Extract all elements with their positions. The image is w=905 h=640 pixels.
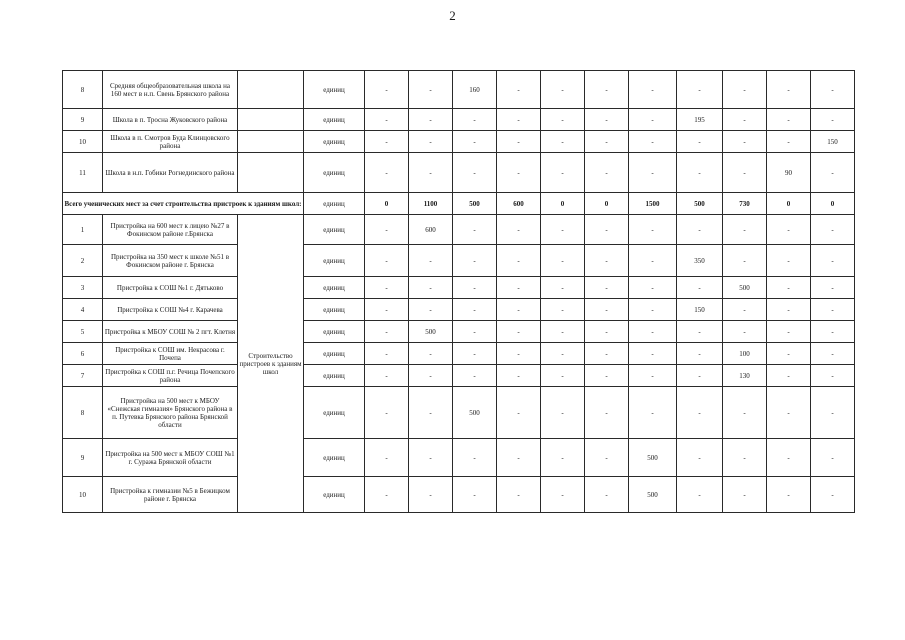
year-value: -	[409, 71, 453, 109]
year-value: -	[541, 215, 585, 245]
year-value: -	[811, 343, 855, 365]
year-value: -	[585, 71, 629, 109]
subtotal-unit: единиц	[304, 193, 365, 215]
year-value: -	[365, 71, 409, 109]
year-value: -	[585, 343, 629, 365]
year-value: -	[453, 321, 497, 343]
subtotal-value: 500	[453, 193, 497, 215]
row-number: 10	[63, 477, 103, 513]
year-value: -	[497, 387, 541, 439]
row-number: 2	[63, 245, 103, 277]
year-value: -	[629, 109, 677, 131]
year-value: -	[409, 477, 453, 513]
year-value: -	[453, 215, 497, 245]
row-number: 5	[63, 321, 103, 343]
year-value: -	[497, 131, 541, 153]
year-value: -	[677, 365, 723, 387]
row-unit: единиц	[304, 245, 365, 277]
row-unit: единиц	[304, 343, 365, 365]
year-value: 160	[453, 71, 497, 109]
row-name: Школа в п. Смотров Буда Клинцовского района	[103, 131, 238, 153]
year-value: 500	[629, 477, 677, 513]
year-value: -	[767, 277, 811, 299]
year-value: -	[811, 245, 855, 277]
year-value: -	[541, 477, 585, 513]
year-value: -	[767, 299, 811, 321]
year-value: -	[585, 477, 629, 513]
row-unit: единиц	[304, 439, 365, 477]
year-value: -	[541, 131, 585, 153]
row-unit: единиц	[304, 387, 365, 439]
year-value: -	[723, 109, 767, 131]
row-name: Пристройка к СОШ №1 г. Дятьково	[103, 277, 238, 299]
row-unit: единиц	[304, 153, 365, 193]
year-value: 195	[677, 109, 723, 131]
year-value: -	[811, 439, 855, 477]
year-value: -	[723, 245, 767, 277]
year-value: 130	[723, 365, 767, 387]
year-value: -	[811, 277, 855, 299]
year-value: -	[723, 477, 767, 513]
year-value: -	[585, 153, 629, 193]
year-value: -	[677, 215, 723, 245]
year-value: -	[541, 439, 585, 477]
row-unit: единиц	[304, 477, 365, 513]
year-value: -	[767, 343, 811, 365]
year-value: -	[629, 131, 677, 153]
year-value: -	[767, 439, 811, 477]
year-value: -	[811, 109, 855, 131]
table-row	[63, 477, 855, 513]
year-value: -	[541, 277, 585, 299]
year-value: -	[497, 439, 541, 477]
year-value: -	[453, 477, 497, 513]
year-value: 600	[409, 215, 453, 245]
year-value: 100	[723, 343, 767, 365]
row-unit: единиц	[304, 109, 365, 131]
year-value: -	[811, 387, 855, 439]
year-value: -	[811, 71, 855, 109]
year-value: -	[541, 153, 585, 193]
year-value: -	[629, 71, 677, 109]
year-value: -	[409, 343, 453, 365]
row-category: Строительство пристроев к зданиям школ	[238, 215, 304, 513]
year-value: -	[677, 277, 723, 299]
year-value: -	[497, 277, 541, 299]
year-value: -	[497, 343, 541, 365]
table-row	[63, 109, 855, 131]
year-value: -	[541, 343, 585, 365]
year-value: -	[811, 321, 855, 343]
year-value: -	[723, 71, 767, 109]
year-value: -	[811, 153, 855, 193]
year-value: -	[723, 321, 767, 343]
subtotal-value: 500	[677, 193, 723, 215]
year-value: -	[767, 321, 811, 343]
row-name: Пристройка к МБОУ СОШ № 2 пгт. Клетня	[103, 321, 238, 343]
year-value: -	[541, 245, 585, 277]
year-value: -	[629, 387, 677, 439]
subtotal-value: 0	[767, 193, 811, 215]
row-number: 3	[63, 277, 103, 299]
subtotal-value: 0	[365, 193, 409, 215]
row-name: Средняя общеобразовательная школа на 160 мест в н.п. Свень Брянского района	[103, 71, 238, 109]
row-name: Пристройка на 500 мест к МБОУ СОШ №1 г. Суража Брянской области	[103, 439, 238, 477]
year-value: -	[365, 215, 409, 245]
year-value: -	[453, 109, 497, 131]
year-value: -	[629, 215, 677, 245]
row-name: Пристройка к СОШ им. Некрасова г. Почепа	[103, 343, 238, 365]
year-value: -	[629, 365, 677, 387]
table-row	[63, 131, 855, 153]
row-number: 7	[63, 365, 103, 387]
subtotal-value: 0	[811, 193, 855, 215]
table-row	[63, 387, 855, 439]
year-value: -	[811, 215, 855, 245]
year-value: -	[497, 299, 541, 321]
year-value: -	[585, 365, 629, 387]
year-value: -	[585, 439, 629, 477]
year-value: -	[811, 477, 855, 513]
row-name: Пристройка на 600 мест к лицею №27 в Фокинском районе г.Брянска	[103, 215, 238, 245]
year-value: 500	[409, 321, 453, 343]
year-value: -	[497, 153, 541, 193]
year-value: -	[767, 245, 811, 277]
year-value: -	[365, 439, 409, 477]
year-value: -	[541, 387, 585, 439]
year-value: -	[497, 477, 541, 513]
row-unit: единиц	[304, 71, 365, 109]
row-number: 4	[63, 299, 103, 321]
year-value: -	[585, 299, 629, 321]
table-row	[63, 277, 855, 299]
subtotal-value: 600	[497, 193, 541, 215]
year-value: -	[723, 153, 767, 193]
year-value: -	[541, 365, 585, 387]
year-value: -	[409, 439, 453, 477]
year-value: -	[767, 71, 811, 109]
year-value: -	[677, 387, 723, 439]
year-value: -	[453, 131, 497, 153]
year-value: -	[629, 277, 677, 299]
year-value: 500	[723, 277, 767, 299]
year-value: -	[677, 343, 723, 365]
year-value: -	[541, 71, 585, 109]
row-unit: единиц	[304, 321, 365, 343]
row-number: 8	[63, 387, 103, 439]
row-category	[238, 109, 304, 131]
table-row	[63, 153, 855, 193]
year-value: -	[723, 131, 767, 153]
year-value: -	[585, 277, 629, 299]
row-unit: единиц	[304, 365, 365, 387]
year-value: -	[585, 245, 629, 277]
year-value: -	[453, 277, 497, 299]
table-row	[63, 365, 855, 387]
table-row	[63, 299, 855, 321]
year-value: -	[365, 365, 409, 387]
year-value: -	[767, 387, 811, 439]
year-value: -	[767, 109, 811, 131]
year-value: -	[811, 299, 855, 321]
year-value: -	[629, 299, 677, 321]
row-name: Пристройка на 350 мест к школе №51 в Фокинском районе г. Брянска	[103, 245, 238, 277]
row-name: Школа в п. Тросна Жуковского района	[103, 109, 238, 131]
year-value: -	[629, 245, 677, 277]
year-value: -	[409, 109, 453, 131]
table-row	[63, 71, 855, 109]
year-value: 500	[453, 387, 497, 439]
year-value: -	[365, 321, 409, 343]
year-value: 350	[677, 245, 723, 277]
year-value: -	[541, 109, 585, 131]
year-value: -	[497, 215, 541, 245]
year-value: -	[677, 477, 723, 513]
row-number: 6	[63, 343, 103, 365]
year-value: -	[365, 245, 409, 277]
year-value: -	[677, 71, 723, 109]
year-value: -	[365, 477, 409, 513]
year-value: 500	[629, 439, 677, 477]
row-number: 8	[63, 71, 103, 109]
row-unit: единиц	[304, 215, 365, 245]
row-unit: единиц	[304, 131, 365, 153]
year-value: -	[365, 277, 409, 299]
subtotal-label: Всего ученических мест за счет строительства пристроек к зданиям школ:	[63, 193, 304, 215]
year-value: -	[585, 387, 629, 439]
year-value: -	[453, 299, 497, 321]
year-value: -	[365, 299, 409, 321]
year-value: -	[409, 365, 453, 387]
year-value: -	[677, 131, 723, 153]
year-value: -	[677, 321, 723, 343]
row-name: Пристройка на 500 мест к МБОУ «Снежская гимназия» Брянского района в п. Путевка Брянского района Брянской области	[103, 387, 238, 439]
subtotal-value: 1500	[629, 193, 677, 215]
row-name: Пристройка к гимназии №5 в Бежицком районе г. Брянска	[103, 477, 238, 513]
table-row	[63, 343, 855, 365]
year-value: -	[497, 321, 541, 343]
year-value: -	[541, 321, 585, 343]
subtotal-row	[63, 193, 855, 215]
year-value: -	[585, 109, 629, 131]
row-category	[238, 131, 304, 153]
year-value: -	[409, 299, 453, 321]
subtotal-value: 0	[585, 193, 629, 215]
year-value: -	[453, 365, 497, 387]
row-name: Школа в н.п. Гобики Рогнединского района	[103, 153, 238, 193]
year-value: -	[453, 245, 497, 277]
school-places-table	[62, 70, 855, 513]
subtotal-value: 1100	[409, 193, 453, 215]
year-value: -	[767, 365, 811, 387]
year-value: -	[723, 387, 767, 439]
year-value: -	[365, 153, 409, 193]
year-value: -	[629, 321, 677, 343]
year-value: -	[365, 387, 409, 439]
year-value: -	[723, 299, 767, 321]
subtotal-value: 0	[541, 193, 585, 215]
table-row	[63, 215, 855, 245]
year-value: 150	[677, 299, 723, 321]
year-value: -	[629, 153, 677, 193]
table-row	[63, 321, 855, 343]
year-value: -	[453, 343, 497, 365]
year-value: -	[767, 477, 811, 513]
row-number: 9	[63, 439, 103, 477]
row-number: 1	[63, 215, 103, 245]
year-value: -	[723, 439, 767, 477]
year-value: -	[409, 387, 453, 439]
year-value: -	[585, 131, 629, 153]
row-name: Пристройка к СОШ №4 г. Карачева	[103, 299, 238, 321]
row-number: 9	[63, 109, 103, 131]
year-value: -	[409, 153, 453, 193]
year-value: -	[767, 131, 811, 153]
year-value: -	[453, 439, 497, 477]
table-body	[63, 71, 855, 513]
row-unit: единиц	[304, 277, 365, 299]
year-value: -	[497, 245, 541, 277]
year-value: -	[365, 109, 409, 131]
year-value: -	[365, 343, 409, 365]
table-row	[63, 245, 855, 277]
row-category	[238, 153, 304, 193]
year-value: -	[497, 109, 541, 131]
subtotal-value: 730	[723, 193, 767, 215]
year-value: -	[409, 131, 453, 153]
row-number: 10	[63, 131, 103, 153]
year-value: -	[723, 215, 767, 245]
year-value: -	[453, 153, 497, 193]
table-row	[63, 439, 855, 477]
year-value: -	[365, 131, 409, 153]
year-value: -	[629, 343, 677, 365]
year-value: -	[677, 153, 723, 193]
year-value: -	[497, 71, 541, 109]
year-value: 90	[767, 153, 811, 193]
year-value: -	[409, 245, 453, 277]
page-number: 2	[449, 8, 456, 23]
year-value: -	[677, 439, 723, 477]
year-value: 150	[811, 131, 855, 153]
year-value: -	[497, 365, 541, 387]
year-value: -	[585, 321, 629, 343]
row-category	[238, 71, 304, 109]
year-value: -	[541, 299, 585, 321]
row-name: Пристройка к СОШ п.г. Речица Почепского района	[103, 365, 238, 387]
year-value: -	[767, 215, 811, 245]
row-number: 11	[63, 153, 103, 193]
year-value: -	[585, 215, 629, 245]
year-value: -	[811, 365, 855, 387]
row-unit: единиц	[304, 299, 365, 321]
year-value: -	[409, 277, 453, 299]
